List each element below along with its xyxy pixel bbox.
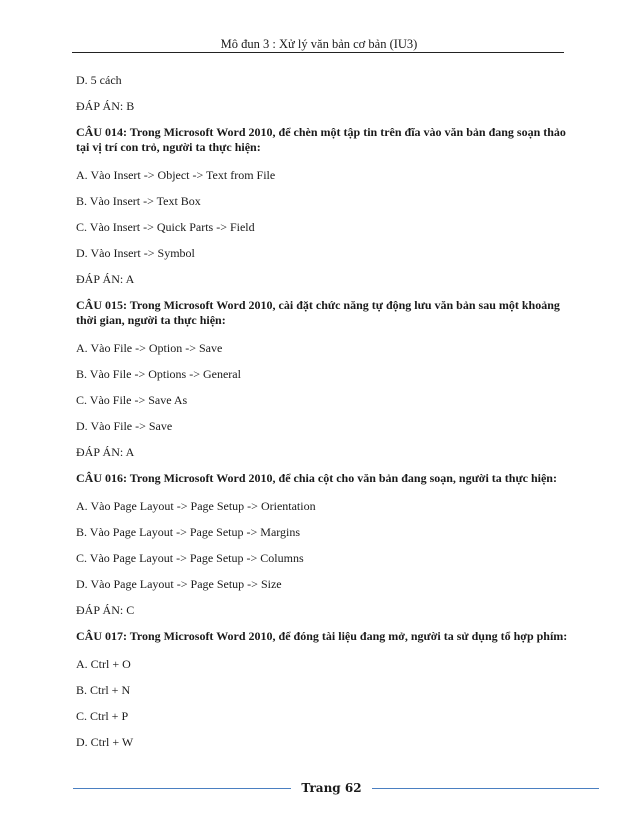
answer-option: B. Vào Insert -> Text Box	[76, 194, 201, 208]
page-footer	[0, 780, 638, 796]
answer-option: A. Vào File -> Option -> Save	[76, 341, 223, 355]
answer-key: ĐÁP ÁN: B	[76, 99, 135, 113]
answer-option: A. Vào Page Layout -> Page Setup -> Orientation	[76, 499, 316, 513]
answer-option: C. Vào Page Layout -> Page Setup -> Columns	[76, 551, 304, 565]
question-text: CÂU 015: Trong Microsoft Word 2010, cài đặt chức năng tự động lưu văn bản sau một khoảng thời gian, người ta thực hiện:	[76, 298, 560, 327]
page-number: Trang 62	[301, 781, 362, 795]
answer-option: C. Vào Insert -> Quick Parts -> Field	[76, 220, 255, 234]
question-text: CÂU 017: Trong Microsoft Word 2010, để đóng tài liệu đang mở, người ta sử dụng tổ hợp phím:	[76, 629, 568, 643]
answer-key: ĐÁP ÁN: A	[76, 445, 135, 459]
answer-option: D. Vào Page Layout -> Page Setup -> Size	[76, 577, 282, 591]
question-text: CÂU 014: Trong Microsoft Word 2010, để chèn một tập tin trên đĩa vào văn bản đang soạn thảo tại vị trí con trỏ, người ta thực hiện:	[76, 125, 566, 154]
answer-option: C. Vào File -> Save As	[76, 393, 188, 407]
answer-option: B. Ctrl + N	[76, 683, 131, 697]
footer-divider-left	[73, 788, 291, 789]
answer-key: ĐÁP ÁN: C	[76, 603, 135, 617]
answer-option: D. Vào File -> Save	[76, 419, 173, 433]
answer-option: B. Vào File -> Options -> General	[76, 367, 241, 381]
question-text: CÂU 016: Trong Microsoft Word 2010, để chia cột cho văn bản đang soạn, người ta thực hiện:	[76, 471, 557, 485]
answer-option: C. Ctrl + P	[76, 709, 129, 723]
page-header-title: Mô đun 3 : Xử lý văn bản cơ bản (IU3)	[220, 37, 418, 51]
footer-divider-right	[372, 788, 599, 789]
answer-option: D. Ctrl + W	[76, 735, 134, 749]
document-body	[76, 63, 568, 761]
answer-option: D. Vào Insert -> Symbol	[76, 246, 195, 260]
answer-option: D. 5 cách	[76, 73, 122, 87]
answer-key: ĐÁP ÁN: A	[76, 272, 135, 286]
header-divider	[72, 52, 564, 53]
answer-option: A. Ctrl + O	[76, 657, 131, 671]
answer-option: A. Vào Insert -> Object -> Text from File	[76, 168, 276, 182]
answer-option: B. Vào Page Layout -> Page Setup -> Margins	[76, 525, 301, 539]
